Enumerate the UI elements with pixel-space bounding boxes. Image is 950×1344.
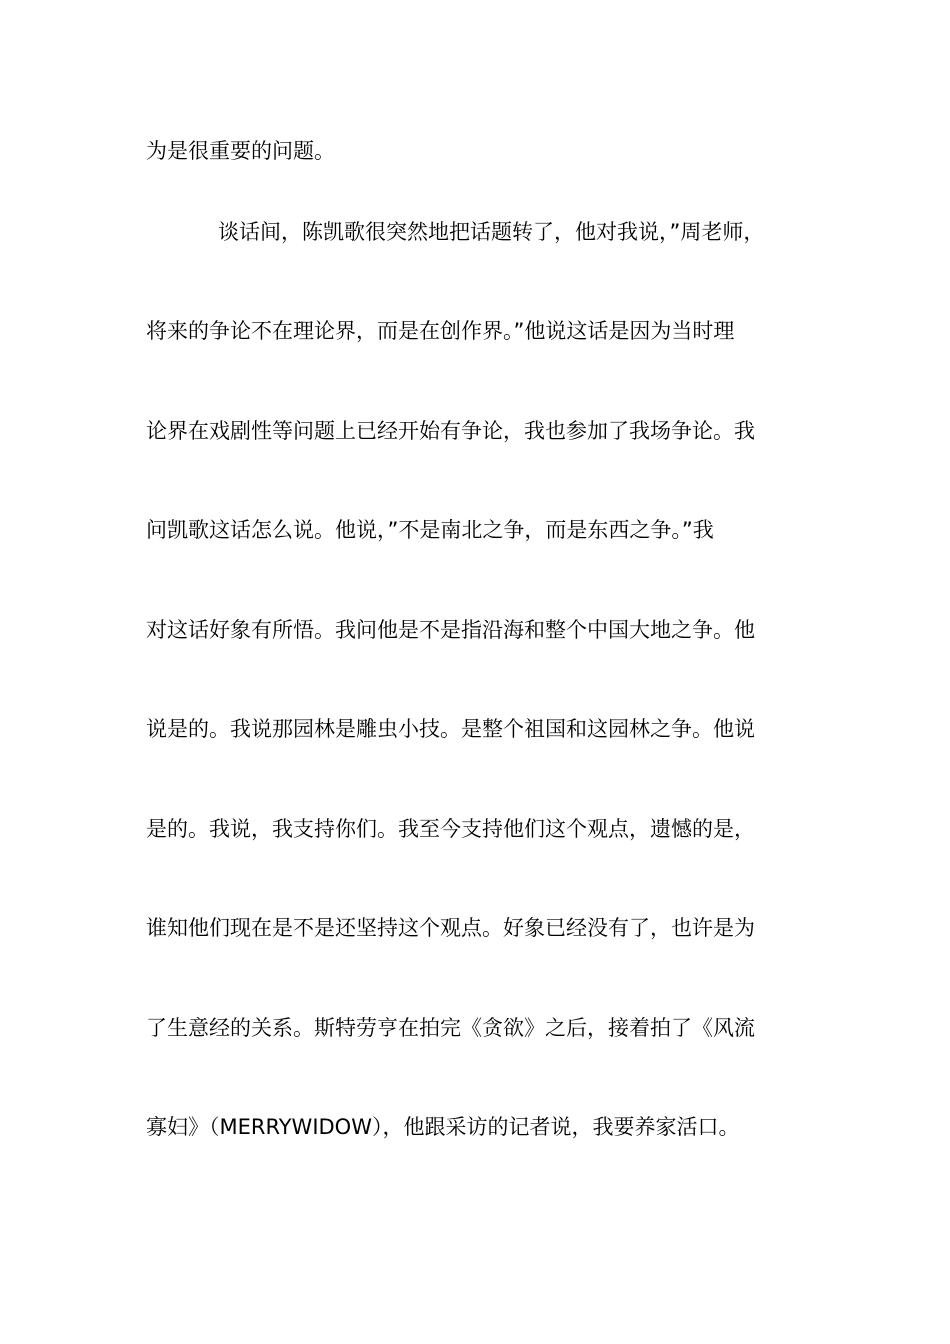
text-line: 问凯歌这话怎么说。他说，”不是南北之争，而是东西之争。”我 <box>146 518 714 542</box>
text-line: 为是很重要的问题。 <box>146 139 335 163</box>
text-line: 了生意经的关系。斯特劳亨在拍完《贪欲》之后，接着拍了《风流 <box>146 1016 755 1040</box>
text-line: 论界在戏剧性等问题上已经开始有争论，我也参加了我场争论。我 <box>146 419 755 443</box>
paragraph-first-line: 谈话间，陈凯歌很突然地把话题转了，他对我说，”周老师， <box>218 220 765 244</box>
text-line: 是的。我说，我支持你们。我至今支持他们这个观点，遗憾的是， <box>146 817 755 841</box>
text-line: 将来的争论不在理论界，而是在创作界。”他说这话是因为当时理 <box>146 319 735 343</box>
text-line: 对这话好象有所悟。我问他是不是指沿海和整个中国大地之争。他 <box>146 618 755 642</box>
text-line: 说是的。我说那园林是雕虫小技。是整个祖国和这园林之争。他说 <box>146 717 755 741</box>
text-line: 谁知他们现在是不是还坚持这个观点。好象已经没有了，也许是为 <box>146 916 755 940</box>
text-line: 寡妇》（MERRYWIDOW），他跟采访的记者说，我要养家活口。 <box>146 1115 740 1139</box>
